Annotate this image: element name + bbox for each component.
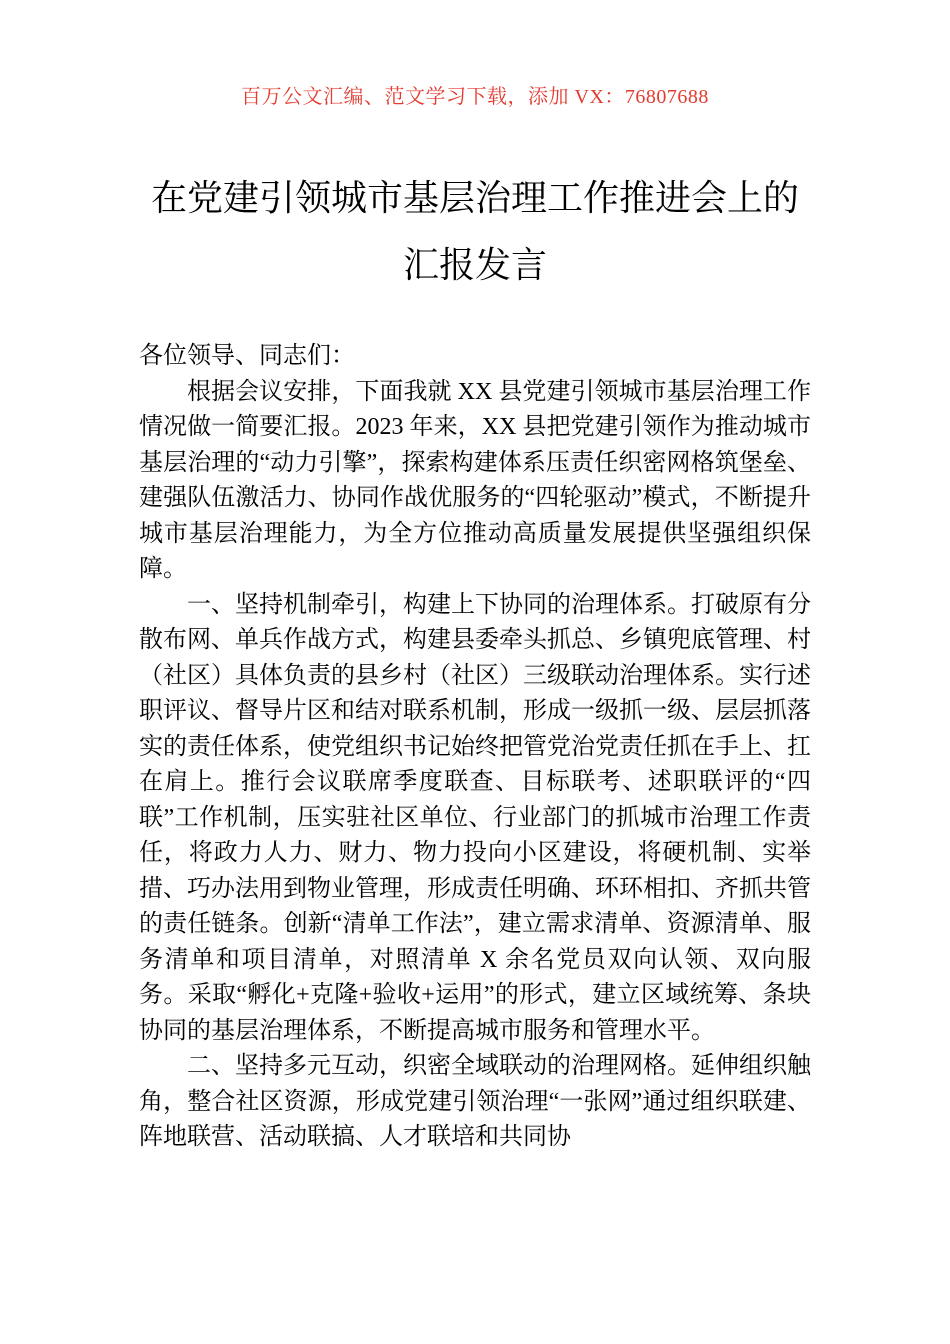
paragraph: 根据会议安排，下面我就 XX 县党建引领城市基层治理工作情况做一简要汇报。2023 年来，XX 县把党建引领作为推动城市基层治理的“动力引擎”，探索构建体系压责任织密网格筑堡垒、建强队伍激活力、协同作战优服务的“四轮驱动”模式，不断提升城市基层治理能力，为全方位推动高质量发展提供坚强组织保障。 bbox=[139, 378, 811, 582]
document-title bbox=[139, 165, 811, 299]
title-line-2: 汇报发言 bbox=[402, 245, 547, 285]
paragraph: 一、坚持机制牵引，构建上下协同的治理体系。打破原有分散布网、单兵作战方式，构建县委牵头抓总、乡镇兜底管理、村（社区）具体负责的县乡村（社区）三级联动治理体系。实行述职评议、督导片区和结对联系机制，形成一级抓一级、层层抓落实的责任体系，使党组织书记始终把管党治党责任抓在手上、扛在肩上。推行会议联席季度联查、目标联考、述职联评的“四联”工作机制，压实驻社区单位、行业部门的抓城市治理工作责任，将政力人力、财力、物力投向小区建设，将硬机制、实举措、巧办法用到物业管理，形成责任明确、环环相扣、齐抓共管的责任链条。创新“清单工作法”，建立需求清单、资源清单、服务清单和项目清单，对照清单 X 余名党员双向认领、双向服务。采取“孵化+克隆+验收+运用”的形式，建立区域统筹、条块协同的基层治理体系，不断提高城市服务和管理水平。 bbox=[139, 591, 811, 1044]
promo-header-text: 百万公文汇编、范文学习下载，添加 VX：76807688 bbox=[241, 86, 709, 108]
paragraph: 二、坚持多元互动，织密全域联动的治理网格。延伸组织触角，整合社区资源，形成党建引领治理“一张网”通过组织联建、阵地联营、活动联搞、人才联培和共同协 bbox=[139, 1053, 811, 1150]
title-line-1: 在党建引领城市基层治理工作推进会上的 bbox=[150, 178, 799, 218]
body-paragraphs bbox=[139, 339, 811, 1156]
paragraph: 各位领导、同志们： bbox=[139, 343, 355, 369]
